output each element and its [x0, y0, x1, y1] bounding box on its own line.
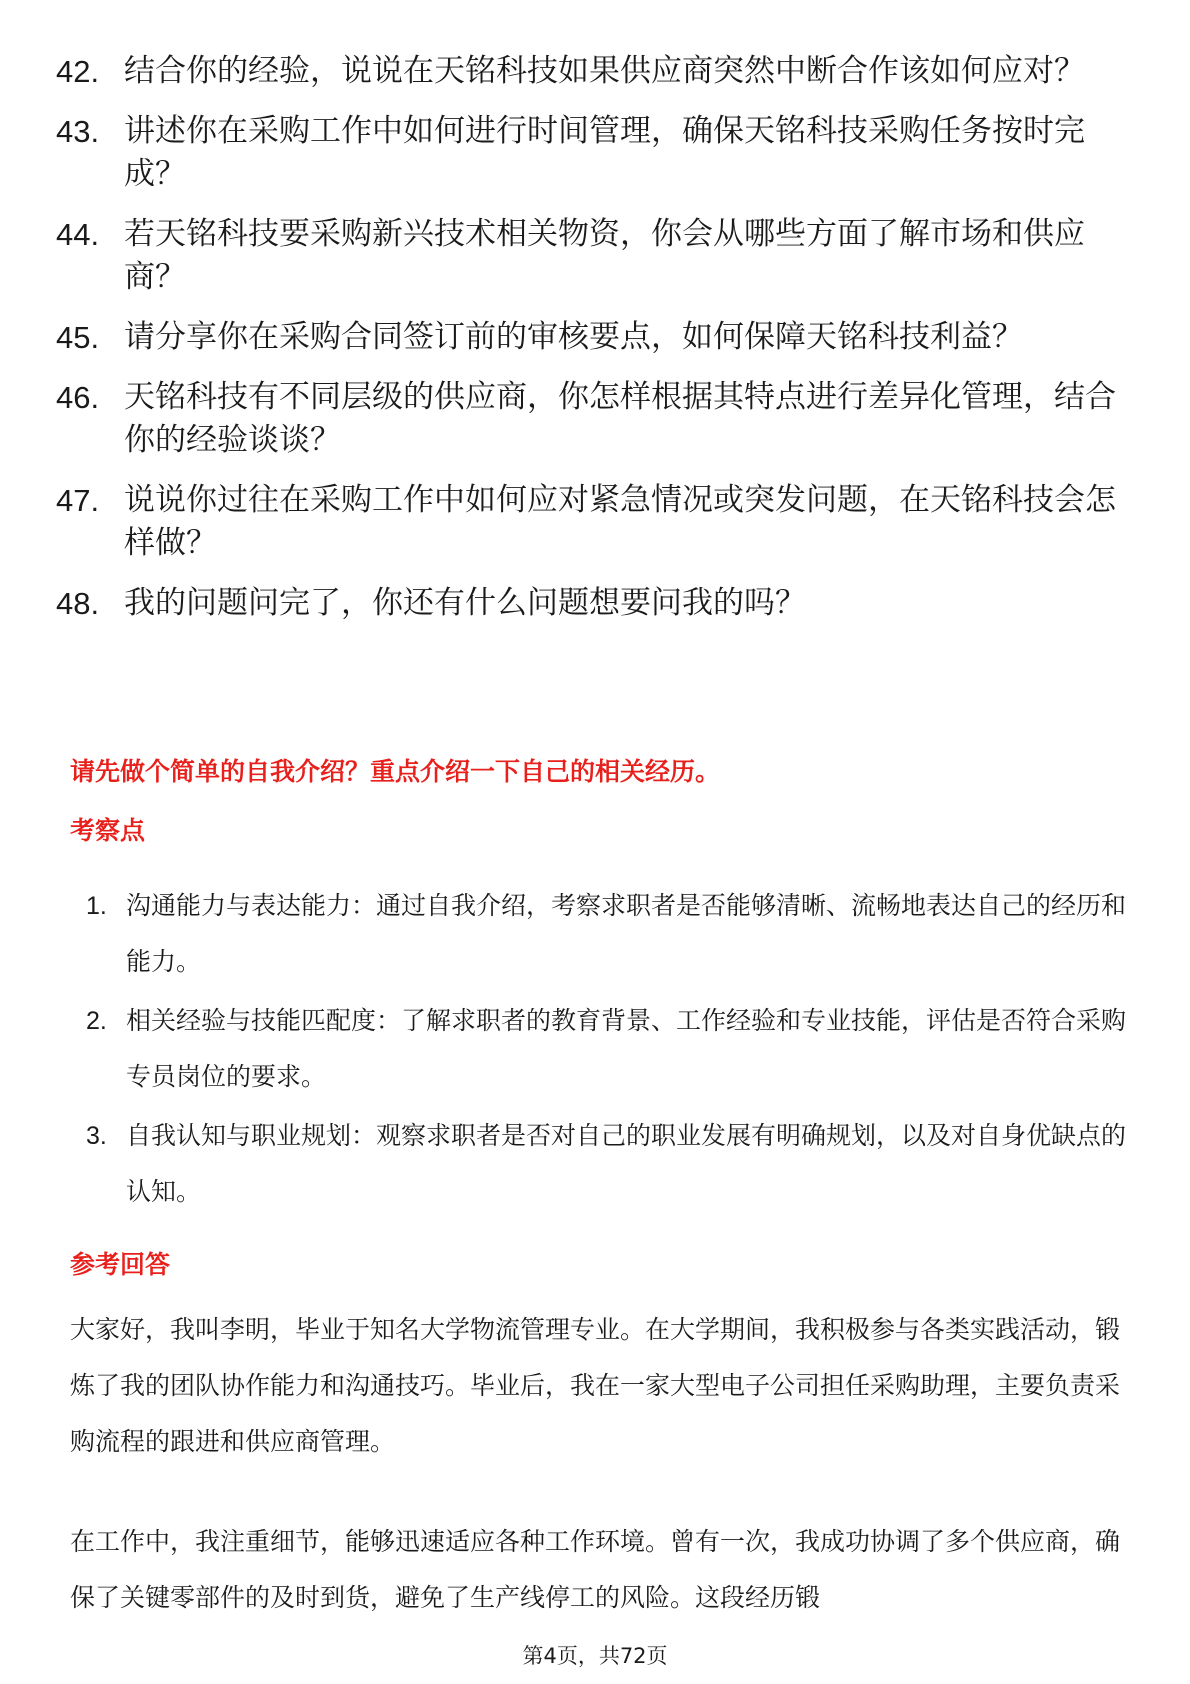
point-number: 3.	[86, 1122, 107, 1150]
question-number: 48.	[56, 586, 100, 621]
answer-paragraph: 大家好，我叫李明，毕业于知名大学物流管理专业。在大学期间，我积极参与各类实践活动，锻炼了我的团队协作能力和沟通技巧。毕业后，我在一家大型电子公司担任采购助理，主要负责采购流程的跟进和供应商管理。	[70, 1315, 1121, 1456]
point-number: 2.	[86, 1007, 107, 1035]
question-text: 讲述你在采购工作中如何进行时间管理，确保天铭科技采购任务按时完成？	[124, 113, 1085, 192]
question-item	[56, 110, 1136, 196]
question-number: 45.	[56, 320, 100, 355]
point-text: 沟通能力与表达能力：通过自我介绍，考察求职者是否能够清晰、流畅地表达自己的经历和能力。	[126, 891, 1127, 976]
question-item	[56, 316, 1136, 359]
question-item	[56, 582, 1136, 625]
question-number: 46.	[56, 380, 100, 415]
question-text: 我的问题问完了，你还有什么问题想要问我的吗？	[124, 585, 806, 621]
answer-heading: 参考回答	[70, 1250, 171, 1279]
question-item	[56, 479, 1136, 565]
question-number: 43.	[56, 114, 100, 149]
answer-paragraph: 在工作中，我注重细节，能够迅速适应各种工作环境。曾有一次，我成功协调了多个供应商，确保了关键零部件的及时到货，避免了生产线停工的风险。这段经历锻	[70, 1527, 1121, 1612]
question-number: 44.	[56, 217, 100, 252]
question-text: 结合你的经验，说说在天铭科技如果供应商突然中断合作该如何应对？	[124, 53, 1085, 89]
question-text: 说说你过往在采购工作中如何应对紧急情况或突发问题，在天铭科技会怎样做？	[124, 482, 1116, 561]
point-text: 自我认知与职业规划：观察求职者是否对自己的职业发展有明确规划，以及对自身优缺点的认知。	[126, 1121, 1127, 1206]
highlight-question: 请先做个简单的自我介绍？重点介绍一下自己的相关经历。	[70, 757, 721, 786]
question-text: 若天铭科技要采购新兴技术相关物资，你会从哪些方面了解市场和供应商？	[124, 216, 1085, 295]
examine-points	[86, 878, 1126, 1223]
examine-point	[86, 878, 1126, 990]
examine-point	[86, 1108, 1126, 1220]
question-list	[56, 50, 1136, 642]
question-text: 请分享你在采购合同签订前的审核要点，如何保障天铭科技利益？	[124, 319, 1023, 355]
examine-point	[86, 993, 1126, 1105]
point-text: 相关经验与技能匹配度：了解求职者的教育背景、工作经验和专业技能，评估是否符合采购专员岗位的要求。	[126, 1006, 1127, 1091]
examine-heading: 考察点	[70, 816, 146, 845]
question-text: 天铭科技有不同层级的供应商，你怎样根据其特点进行差异化管理，结合你的经验谈谈？	[124, 379, 1116, 458]
question-item	[56, 376, 1136, 462]
page-footer: 第4页，共72页	[522, 1644, 668, 1668]
question-item	[56, 50, 1136, 93]
question-number: 47.	[56, 483, 100, 518]
point-number: 1.	[86, 892, 107, 920]
question-item	[56, 213, 1136, 299]
question-number: 42.	[56, 54, 100, 89]
